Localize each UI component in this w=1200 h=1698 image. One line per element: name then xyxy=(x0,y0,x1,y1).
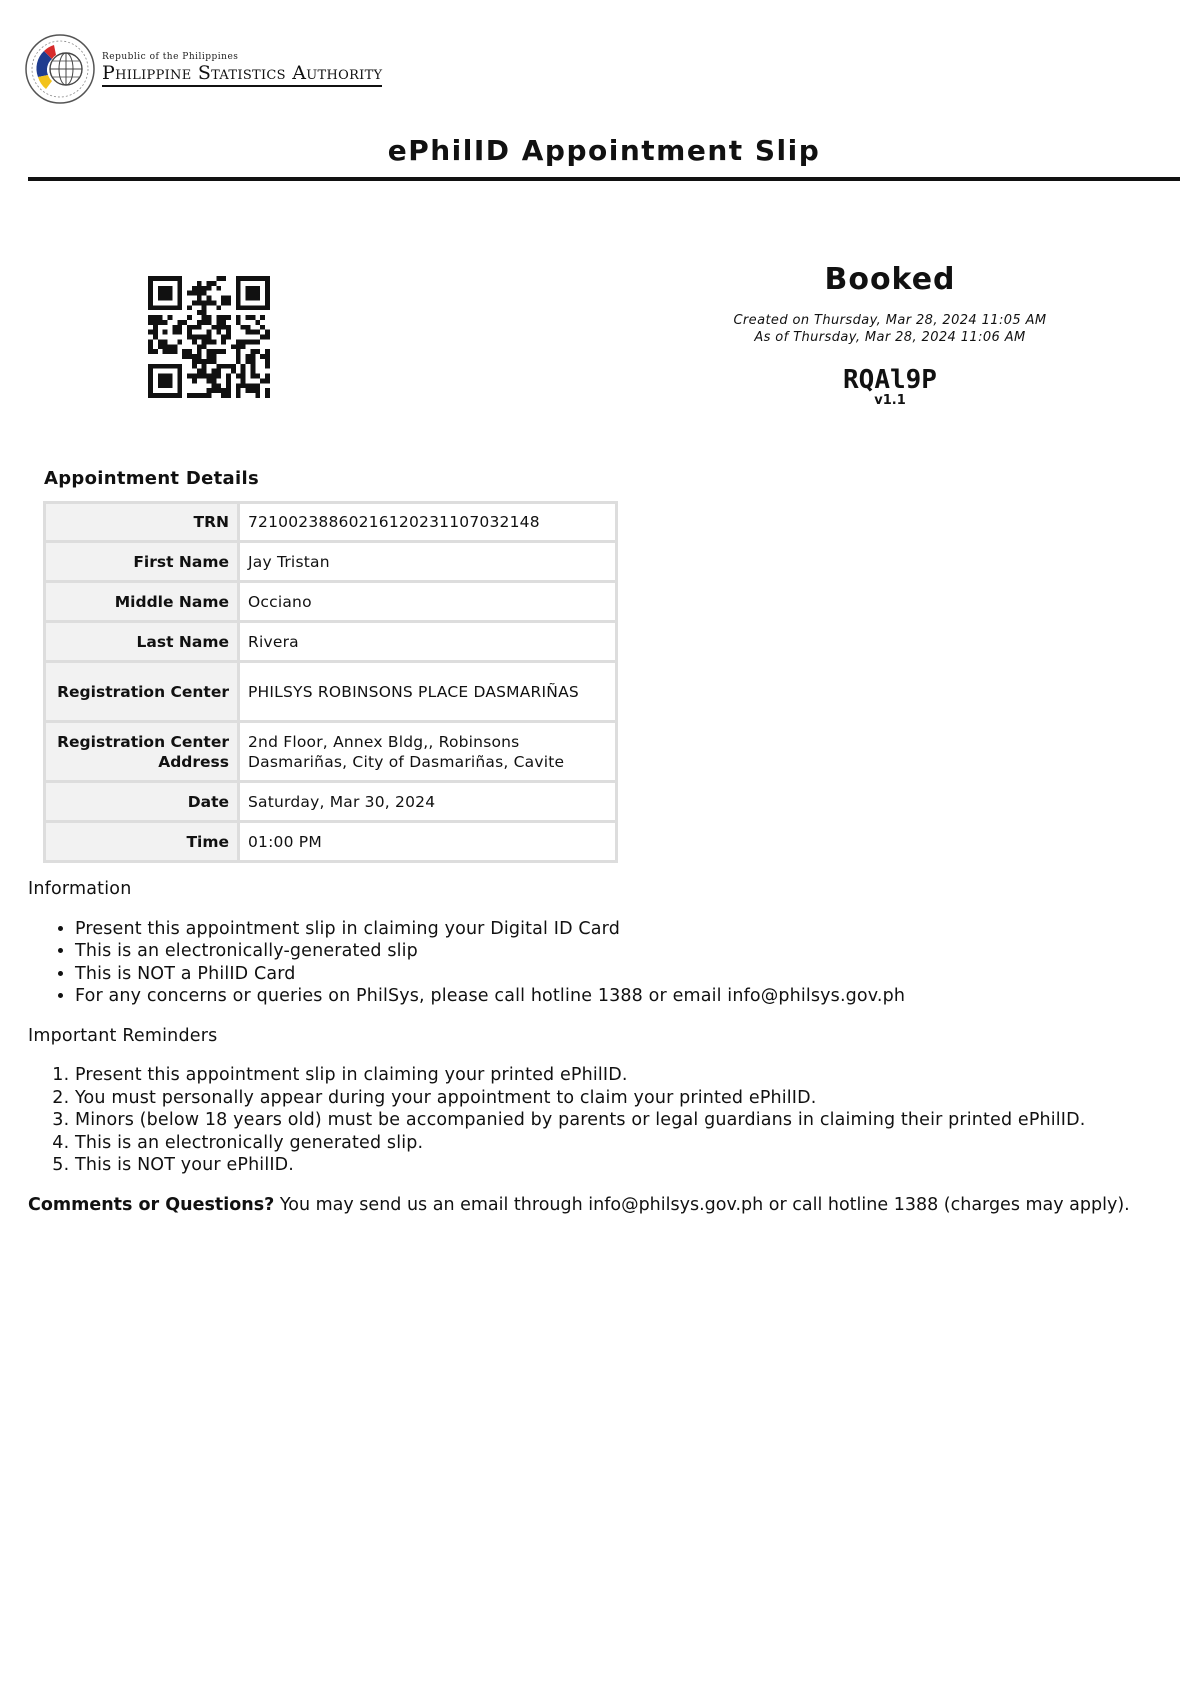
table-row xyxy=(45,822,617,862)
middle-name-value: Occiano xyxy=(239,582,617,622)
table-row xyxy=(45,782,617,822)
trn-value: 7210023886021612023110703214​8 xyxy=(239,503,617,542)
list-item: 2. You must personally appear during your appointment to claim your printed ePhilID. xyxy=(75,1087,1180,1110)
reference-code: RQAl9P xyxy=(843,365,937,395)
first-name-value: Jay Tristan xyxy=(239,542,617,582)
time-value: 01:00 PM xyxy=(239,822,617,862)
psa-logo xyxy=(24,32,382,106)
comments-paragraph xyxy=(28,1194,1180,1217)
list-item: 3. Minors (below 18 years old) must be accompanied by parents or legal guardians in claiming their printed ePhilID. xyxy=(75,1109,1180,1132)
row-label: Last Name xyxy=(45,622,239,662)
status-label: Booked xyxy=(824,262,956,297)
last-name-value: Rivera xyxy=(239,622,617,662)
registration-center-value: PHILSYS ROBINSONS PLACE DASMARIÑAS xyxy=(239,662,617,722)
list-item: 4. This is an electronically generated slip. xyxy=(75,1132,1180,1155)
table-row xyxy=(45,542,617,582)
table-row xyxy=(45,662,617,722)
information-heading: Information xyxy=(28,879,132,899)
title-divider xyxy=(28,177,1180,181)
reminders-heading: Important Reminders xyxy=(28,1025,218,1046)
logo-agency-name: Philippine Statistics Authority xyxy=(102,62,382,87)
as-of-timestamp: As of Thursday, Mar 28, 2024 11:06 AM xyxy=(754,330,1026,345)
notes-section xyxy=(28,878,1180,1216)
row-label: Date xyxy=(45,782,239,822)
page-title: ePhilID Appointment Slip xyxy=(387,134,821,167)
table-row xyxy=(45,622,617,662)
list-item: • For any concerns or queries on PhilSys, please call hotline 1388 or email info@philsys.gov.ph xyxy=(75,985,1180,1008)
qr-code-icon xyxy=(148,276,270,398)
psa-seal-icon xyxy=(24,33,96,105)
comments-text: You may send us an email through info@philsys.gov.ph or call hotline 1388 (charges may apply). xyxy=(274,1194,1130,1215)
reference-version: v1.1 xyxy=(874,393,906,408)
list-item: • Present this appointment slip in claiming your Digital ID Card xyxy=(75,918,1180,941)
list-item: 1. Present this appointment slip in claiming your printed ePhilID. xyxy=(75,1064,1180,1087)
registration-address-value: 2nd Floor, Annex Bldg,, Robinsons Dasmariñas, City of Dasmariñas, Cavite xyxy=(239,722,617,782)
status-panel xyxy=(700,262,1080,408)
row-label: TRN xyxy=(45,503,239,542)
table-row xyxy=(45,582,617,622)
information-list xyxy=(28,918,1180,1008)
logo-republic-text: Republic of the Philippines xyxy=(102,51,239,62)
list-item: 5. This is NOT your ePhilID. xyxy=(75,1154,1180,1177)
appointment-details-title: Appointment Details xyxy=(44,468,259,489)
reminders-list xyxy=(28,1064,1180,1177)
list-item: • This is NOT a PhilID Card xyxy=(75,963,1180,986)
row-label: Time xyxy=(45,822,239,862)
table-row xyxy=(45,722,617,782)
comments-label: Comments or Questions? xyxy=(28,1194,275,1215)
date-value: Saturday, Mar 30, 2024 xyxy=(239,782,617,822)
row-label: Middle Name xyxy=(45,582,239,622)
created-timestamp: Created on Thursday, Mar 28, 2024 11:05 AM xyxy=(733,313,1047,328)
row-label: Registration Center xyxy=(45,662,239,722)
row-label: First Name xyxy=(45,542,239,582)
table-row xyxy=(45,503,617,542)
appointment-details-table xyxy=(43,501,618,863)
row-label: Registration Center Address xyxy=(45,722,239,782)
list-item: • This is an electronically-generated slip xyxy=(75,940,1180,963)
